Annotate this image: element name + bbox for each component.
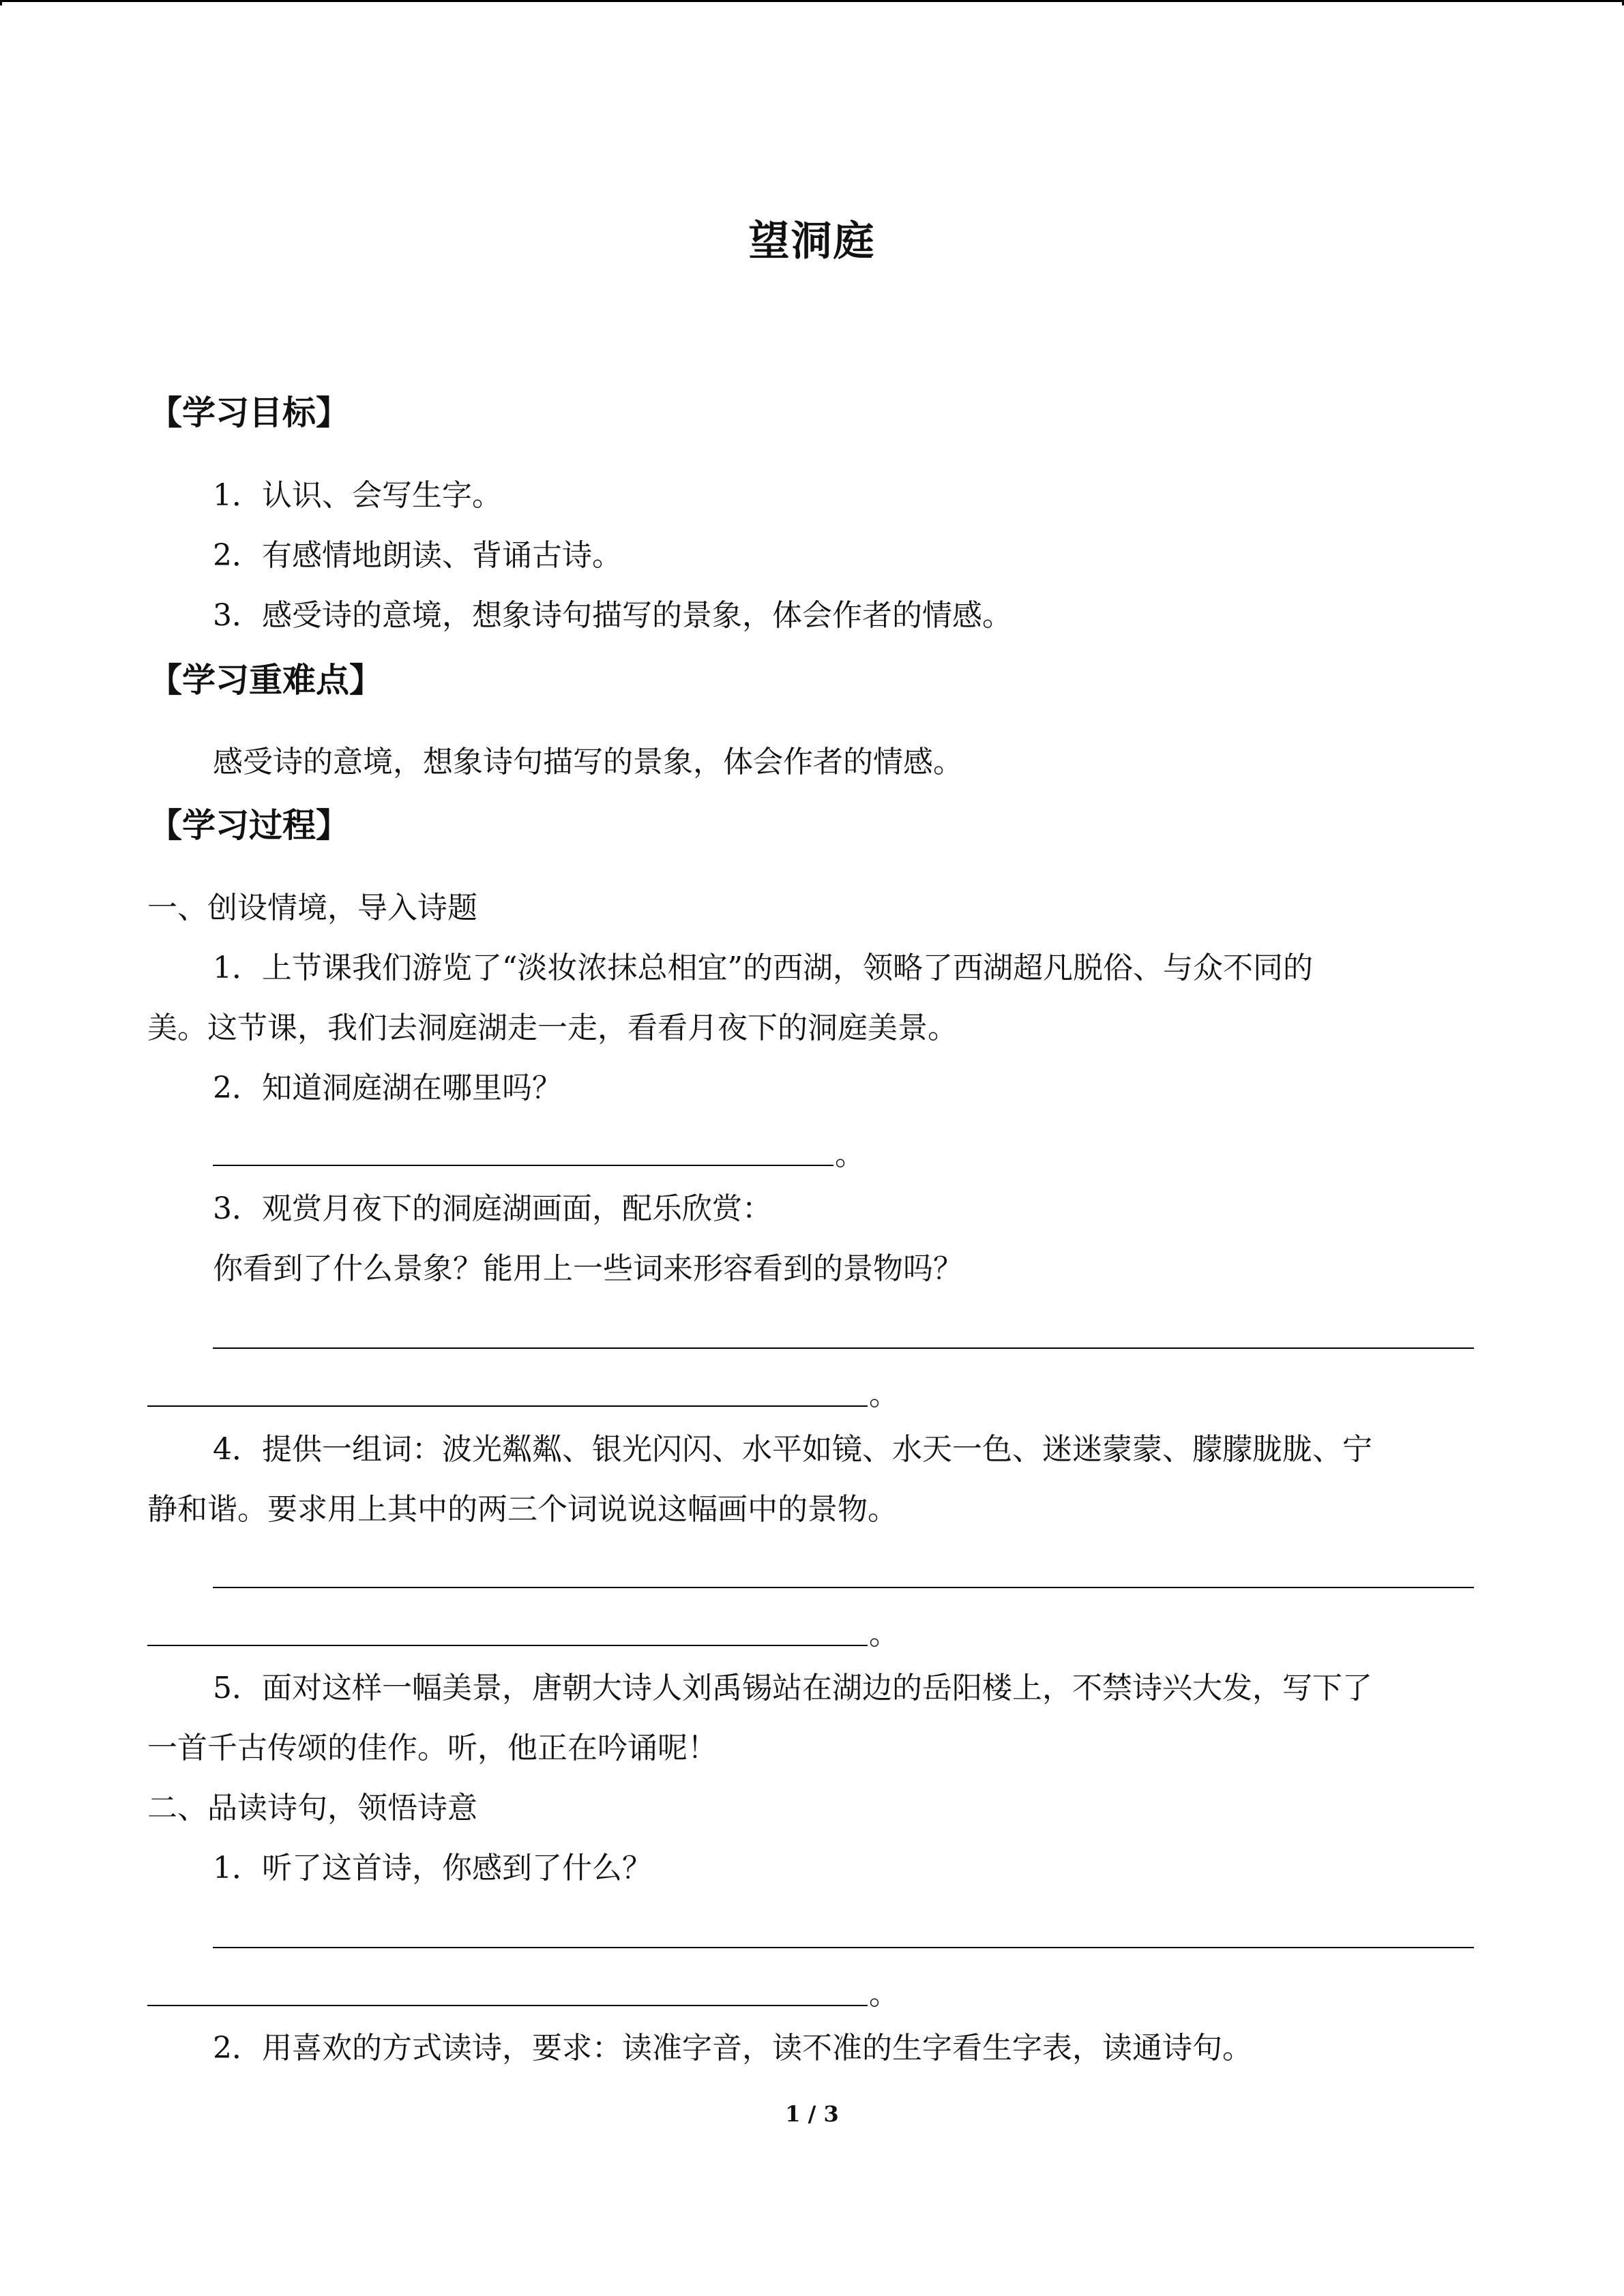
paragraph-4-line-2: 静和谐。要求用上其中的两三个词说说这幅画中的景物。 [147, 1492, 898, 1527]
part2-title: 二、品读诗句，领悟诗意 [147, 1791, 477, 1825]
answer-line[interactable] [147, 1405, 868, 1407]
paragraph-3-line-1: 3．观赏月夜下的洞庭湖画面，配乐欣赏： [213, 1191, 772, 1226]
question-2: 2．用喜欢的方式读诗，要求：读准字音，读不准的生字看生字表，读通诗句。 [213, 2031, 1252, 2066]
page-number: 1 / 3 [785, 2101, 839, 2127]
page-top-border [0, 0, 1624, 2]
objectives-heading: 【学习目标】 [149, 393, 350, 432]
key-points-heading: 【学习重难点】 [149, 660, 383, 700]
answer-period: 。 [869, 1977, 899, 2012]
page-title: 望洞庭 [748, 218, 876, 265]
answer-line[interactable] [147, 2005, 868, 2006]
key-points-text: 感受诗的意境，想象诗句描写的景象，体会作者的情感。 [213, 745, 963, 779]
paragraph-2: 2．知道洞庭湖在哪里吗？ [213, 1071, 562, 1105]
answer-line[interactable] [213, 1165, 833, 1166]
paragraph-4-line-1: 4．提供一组词：波光粼粼、银光闪闪、水平如镜、水天一色、迷迷蒙蒙、朦朦胧胧、宁 [213, 1432, 1372, 1467]
paragraph-5-line-2: 一首千古传颂的佳作。听，他正在吟诵呢！ [147, 1731, 718, 1765]
answer-line[interactable] [213, 1347, 1474, 1349]
answer-period: 。 [869, 1617, 899, 1652]
paragraph-1-line-1: 1．上节课我们游览了“淡妆浓抹总相宜”的西湖，领略了西湖超凡脱俗、与众不同的 [213, 951, 1313, 985]
process-heading: 【学习过程】 [149, 805, 350, 845]
part1-title: 一、创设情境，导入诗题 [147, 891, 477, 925]
paragraph-1-line-2: 美。这节课，我们去洞庭湖走一走，看看月夜下的洞庭美景。 [147, 1011, 958, 1045]
question-1: 1．听了这首诗，你感到了什么？ [213, 1851, 652, 1885]
answer-line[interactable] [213, 1947, 1474, 1948]
page-corner-left [0, 0, 2, 5]
paragraph-5-line-1: 5．面对这样一幅美景，唐朝大诗人刘禹锡站在湖边的岳阳楼上，不禁诗兴大发，写下了 [213, 1671, 1372, 1705]
answer-period: 。 [835, 1137, 865, 1172]
answer-line[interactable] [213, 1587, 1474, 1588]
objective-item: 3．感受诗的意境，想象诗句描写的景象，体会作者的情感。 [213, 598, 1012, 633]
paragraph-3-line-2: 你看到了什么景象？能用上一些词来形容看到的景物吗？ [213, 1251, 963, 1286]
answer-period: 。 [869, 1377, 899, 1412]
objective-item: 2．有感情地朗读、背诵古诗。 [213, 538, 622, 573]
answer-line[interactable] [147, 1645, 868, 1646]
objective-item: 1．认识、会写生字。 [213, 478, 502, 513]
